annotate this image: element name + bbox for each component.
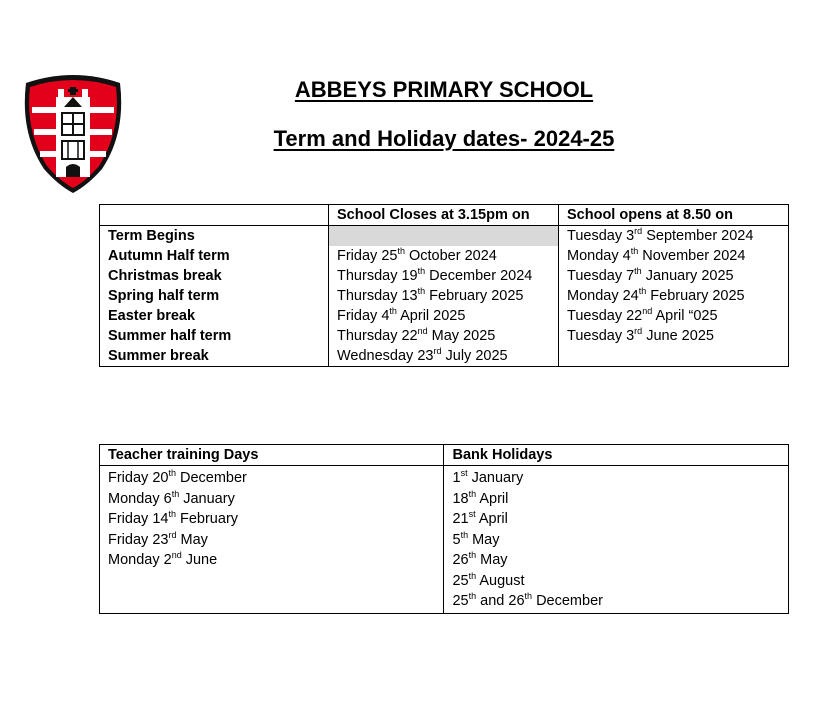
closes-date-cell	[329, 246, 559, 266]
school-name-heading: ABBEYS PRIMARY SCHOOL	[294, 77, 594, 102]
date-text: Monday 4	[567, 248, 631, 264]
date-text: Friday 14	[108, 511, 169, 527]
date-text: Monday 24	[567, 288, 639, 304]
bank-holiday-item	[452, 591, 780, 612]
closes-date-cell	[329, 306, 559, 326]
ordinal-suffix: th	[468, 488, 477, 499]
date-text: Thursday 19	[337, 268, 418, 284]
bank-holiday-date	[452, 593, 602, 609]
opens-date	[567, 248, 745, 264]
training-day-item	[108, 489, 435, 510]
date-text: January 2025	[641, 268, 734, 284]
date-text: Tuesday 3	[567, 228, 635, 244]
date-text: Thursday 22	[337, 328, 418, 344]
date-text: May	[476, 552, 508, 568]
ordinal-suffix: th	[168, 509, 176, 520]
ordinal-suffix: th	[168, 468, 176, 479]
date-text: February	[175, 511, 239, 527]
term-row	[100, 346, 789, 367]
term-row	[100, 286, 789, 306]
opens-date-cell	[559, 226, 789, 247]
date-text: Thursday 13	[337, 288, 418, 304]
opens-date-cell	[559, 246, 789, 266]
bank-holiday-date	[452, 570, 525, 589]
ordinal-suffix: rd	[634, 226, 643, 237]
opens-date	[567, 328, 714, 344]
date-text: Friday 20	[108, 470, 169, 486]
term-row	[100, 246, 789, 266]
date-text: December	[532, 593, 603, 609]
term-dates-header-row	[100, 205, 789, 226]
ordinal-suffix: nd	[417, 326, 428, 337]
date-text: Wednesday 23	[337, 348, 434, 364]
term-label: Easter break	[100, 306, 329, 326]
date-text: June 2025	[642, 328, 714, 344]
date-text: August	[476, 572, 525, 589]
date-text: April 2025	[396, 308, 466, 324]
ordinal-suffix: th	[634, 266, 642, 277]
ordinal-suffix: th	[630, 246, 639, 257]
opens-date	[567, 268, 734, 284]
closes-date-cell	[329, 346, 559, 367]
date-text: September 2024	[642, 228, 754, 244]
training-day-item	[108, 468, 435, 489]
opens-date-cell	[559, 306, 789, 326]
training-holidays-body-row	[100, 466, 789, 614]
bank-holiday-item	[452, 571, 780, 592]
date-text: 18	[452, 490, 469, 507]
training-day-date	[108, 552, 217, 568]
bank-holiday-item	[452, 550, 780, 571]
ordinal-suffix: th	[417, 286, 426, 297]
ordinal-suffix: th	[468, 591, 477, 602]
bank-holiday-item	[452, 489, 780, 510]
term-row	[100, 306, 789, 326]
date-text: December 2024	[425, 268, 533, 284]
closes-date-cell	[329, 266, 559, 286]
ordinal-suffix: th	[417, 266, 426, 277]
ordinal-suffix: th	[638, 286, 647, 297]
closes-date	[337, 288, 523, 304]
opens-date-cell	[559, 286, 789, 306]
training-day-date	[108, 511, 238, 527]
ordinal-suffix: nd	[171, 550, 182, 561]
term-label: Christmas break	[100, 266, 329, 286]
date-text: 21	[452, 511, 469, 527]
opens-date	[567, 288, 745, 304]
opens-date	[567, 308, 718, 324]
date-text: 25	[452, 572, 469, 589]
date-text: January	[467, 470, 524, 486]
closes-date	[337, 328, 495, 344]
header-cell-blank	[100, 205, 329, 226]
ordinal-suffix: rd	[433, 346, 442, 357]
term-row	[100, 326, 789, 346]
bank-holiday-date	[452, 511, 507, 527]
term-label: Term Begins	[100, 226, 329, 247]
date-text: June	[181, 552, 218, 568]
bank-holiday-date	[452, 529, 500, 548]
date-text: Friday 23	[108, 531, 169, 548]
bank-holiday-item	[452, 530, 780, 551]
ordinal-suffix: th	[468, 570, 477, 581]
training-day-item	[108, 509, 435, 530]
term-label: Autumn Half term	[100, 246, 329, 266]
ordinal-suffix: nd	[642, 306, 653, 317]
training-days-list	[100, 466, 444, 614]
header-cell-opens: School opens at 8.50 on	[559, 205, 789, 226]
closes-date-cell	[329, 286, 559, 306]
training-day-date	[108, 488, 235, 507]
date-text: April	[476, 490, 509, 507]
date-text: April “025	[652, 308, 718, 324]
opens-date-cell	[559, 346, 789, 367]
ordinal-suffix: th	[460, 529, 469, 540]
date-text: February 2025	[425, 288, 524, 304]
opens-date	[567, 228, 753, 244]
date-text: May	[468, 531, 500, 548]
term-row	[100, 266, 789, 286]
closes-date	[337, 248, 497, 264]
training-day-date	[108, 529, 208, 548]
term-label: Summer half term	[100, 326, 329, 346]
term-label: Spring half term	[100, 286, 329, 306]
header-cell-bank-holidays: Bank Holidays	[444, 445, 789, 466]
date-text: Tuesday 7	[567, 268, 635, 284]
ordinal-suffix: th	[389, 306, 397, 317]
bank-holiday-date	[452, 488, 509, 507]
date-text: January	[179, 490, 235, 507]
ordinal-suffix: th	[468, 550, 477, 561]
training-and-holidays-table	[99, 444, 789, 614]
date-text: May	[176, 531, 208, 548]
bank-holiday-item	[452, 468, 780, 489]
ordinal-suffix: th	[397, 246, 405, 257]
closes-date-cell	[329, 326, 559, 346]
closes-date	[337, 308, 465, 324]
term-label: Summer break	[100, 346, 329, 367]
page-title: Term and Holiday dates- 2024-25	[273, 126, 615, 151]
date-text: April	[475, 511, 508, 527]
closes-date	[337, 348, 508, 364]
bank-holiday-item	[452, 509, 780, 530]
closes-date-cell	[329, 226, 559, 247]
date-text: July 2025	[441, 348, 508, 364]
bank-holidays-list	[444, 466, 789, 614]
closes-date	[337, 268, 532, 284]
date-text: Tuesday 22	[567, 308, 643, 324]
date-text: 1	[452, 470, 461, 486]
date-text: Tuesday 3	[567, 328, 635, 344]
date-text: 26	[452, 552, 469, 568]
ordinal-suffix: th	[171, 488, 180, 499]
bank-holiday-date	[452, 552, 507, 568]
date-text: 25	[452, 593, 469, 609]
ordinal-suffix: st	[460, 468, 468, 479]
training-day-item	[108, 530, 435, 551]
date-text: October 2024	[404, 248, 497, 264]
date-text: November 2024	[638, 248, 746, 264]
header-cell-closes: School Closes at 3.15pm on	[329, 205, 559, 226]
opens-date-cell	[559, 326, 789, 346]
ordinal-suffix: st	[468, 509, 476, 520]
bank-holiday-date	[452, 470, 523, 486]
header-cell-training-days: Teacher training Days	[100, 445, 444, 466]
training-day-item	[108, 550, 435, 571]
ordinal-suffix: rd	[168, 529, 177, 540]
term-dates-table	[99, 204, 789, 367]
date-text: Monday 6	[108, 490, 172, 507]
ordinal-suffix: th	[524, 591, 533, 602]
date-text: 5	[452, 531, 461, 548]
date-text: and 26	[476, 593, 525, 609]
date-text: February 2025	[646, 288, 745, 304]
date-text: December	[175, 470, 247, 486]
ordinal-suffix: rd	[634, 326, 643, 337]
date-text: Friday 4	[337, 308, 390, 324]
date-text: Friday 25	[337, 248, 398, 264]
date-text: Monday 2	[108, 552, 172, 568]
opens-date-cell	[559, 266, 789, 286]
training-holidays-header-row	[100, 445, 789, 466]
date-text: May 2025	[427, 328, 496, 344]
training-day-date	[108, 470, 247, 486]
term-row	[100, 226, 789, 247]
